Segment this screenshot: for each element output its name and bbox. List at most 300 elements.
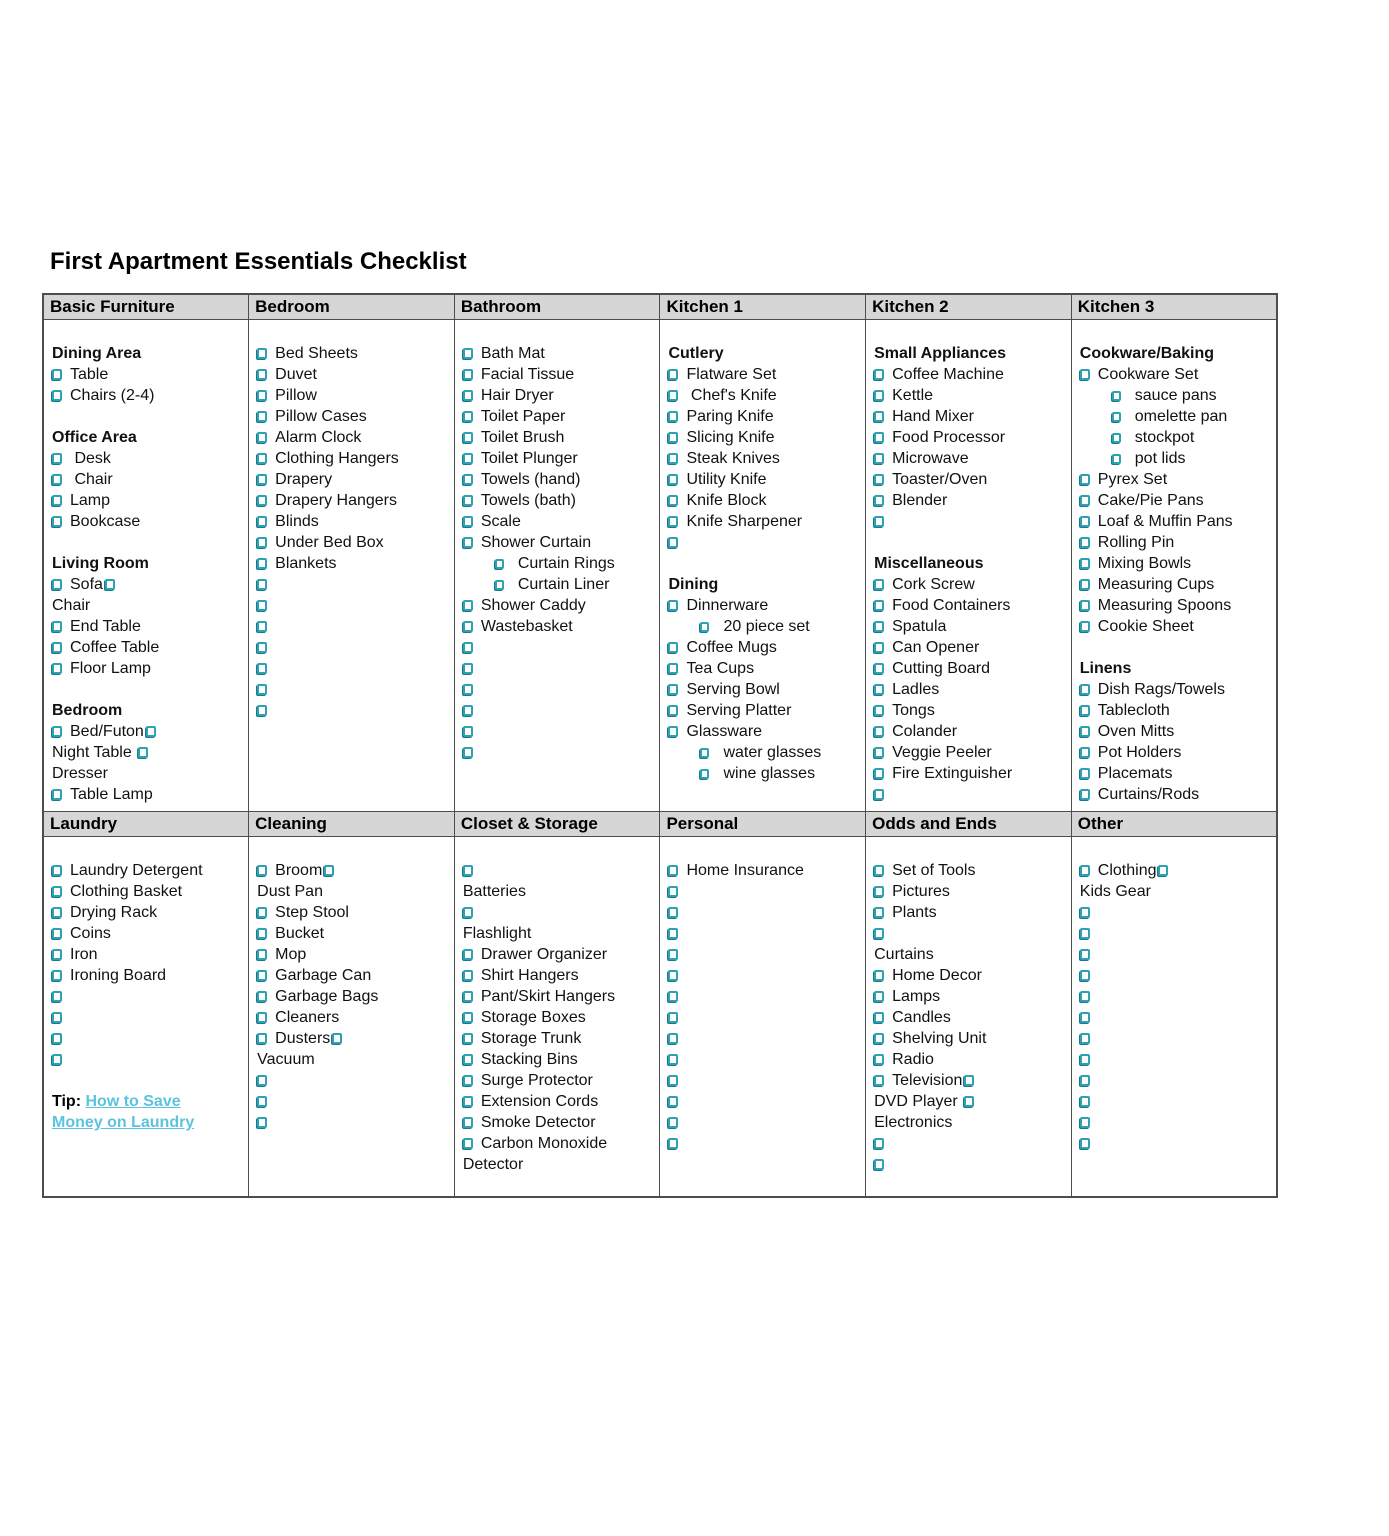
checkbox[interactable] xyxy=(52,369,62,380)
checklist-item xyxy=(1080,679,1272,700)
item-label: Carbon Monoxide xyxy=(480,1135,608,1152)
checklist-item xyxy=(463,511,656,532)
item-label: Knife Sharpener xyxy=(686,513,803,530)
checklist-item-empty xyxy=(52,1007,244,1028)
checkbox[interactable] xyxy=(1080,516,1090,527)
item-label: Drapery xyxy=(275,471,333,488)
item-label: Television xyxy=(892,1072,963,1089)
item-label: Hair Dryer xyxy=(480,387,554,404)
checklist-item xyxy=(1080,574,1272,595)
spacer xyxy=(52,839,244,860)
item-label: Tongs xyxy=(892,702,935,719)
checkbox[interactable] xyxy=(463,949,473,960)
checklist-item xyxy=(668,427,861,448)
checkbox[interactable] xyxy=(668,369,678,380)
checkbox[interactable] xyxy=(668,1012,678,1023)
group-heading: Bedroom xyxy=(52,702,123,719)
item-label: Ironing Board xyxy=(70,967,167,984)
checkbox[interactable] xyxy=(964,1075,974,1086)
checkbox[interactable] xyxy=(874,453,884,464)
section-cell-odds-and-ends xyxy=(866,837,1072,1197)
checkbox[interactable] xyxy=(668,928,678,939)
checklist-item-empty xyxy=(1080,965,1272,986)
checkbox[interactable] xyxy=(668,726,678,737)
checkbox[interactable] xyxy=(1080,970,1090,981)
checkbox[interactable] xyxy=(700,769,709,779)
item-label: Ladles xyxy=(892,681,940,698)
checkbox[interactable] xyxy=(874,684,884,695)
checkbox[interactable] xyxy=(1080,621,1090,632)
checklist-item xyxy=(1080,742,1272,763)
checkbox[interactable] xyxy=(668,1033,678,1044)
checklist-item-empty xyxy=(668,1091,861,1112)
checkbox[interactable] xyxy=(668,684,678,695)
spacer xyxy=(52,406,244,427)
checkbox[interactable] xyxy=(874,1033,884,1044)
laundry-tip-link[interactable]: How to Save Money on Laundry xyxy=(52,1093,195,1131)
checkbox[interactable] xyxy=(874,474,884,485)
checklist-item xyxy=(874,721,1067,742)
checkbox[interactable] xyxy=(52,1054,62,1065)
checklist-item xyxy=(257,986,450,1007)
checkbox[interactable] xyxy=(874,970,884,981)
checkbox[interactable] xyxy=(52,726,62,737)
checkbox[interactable] xyxy=(257,684,267,695)
checkbox[interactable] xyxy=(257,1012,267,1023)
item-label: Sofa xyxy=(70,576,103,593)
checkbox[interactable] xyxy=(874,1054,884,1065)
checkbox[interactable] xyxy=(1080,726,1090,737)
checkbox[interactable] xyxy=(463,663,473,674)
checklist-item-empty xyxy=(874,1154,1067,1175)
checklist-item xyxy=(874,574,1067,595)
checkbox[interactable] xyxy=(1080,600,1090,611)
checkbox[interactable] xyxy=(257,907,267,918)
item-label: Bucket xyxy=(275,925,325,942)
item-label: Coins xyxy=(70,925,111,942)
checkbox[interactable] xyxy=(1080,949,1090,960)
checkbox[interactable] xyxy=(668,600,678,611)
checklist-item xyxy=(257,944,450,965)
item-label: Facial Tissue xyxy=(480,366,575,383)
checkbox[interactable] xyxy=(874,747,884,758)
checkbox[interactable] xyxy=(52,949,62,960)
checkbox[interactable] xyxy=(463,642,473,653)
checklist-item-continuation xyxy=(52,595,244,616)
checkbox[interactable] xyxy=(463,865,473,876)
checkbox[interactable] xyxy=(1080,1117,1090,1128)
checkbox[interactable] xyxy=(463,390,473,401)
checklist-item-empty xyxy=(52,986,244,1007)
checkbox[interactable] xyxy=(463,970,473,981)
checkbox[interactable] xyxy=(1080,684,1090,695)
checklist-item-empty xyxy=(463,860,656,881)
checkbox[interactable] xyxy=(463,705,473,716)
checkbox[interactable] xyxy=(1080,1096,1090,1107)
checkbox[interactable] xyxy=(668,390,678,401)
checkbox[interactable] xyxy=(1080,579,1090,590)
checkbox[interactable] xyxy=(257,558,267,569)
column-header-kitchen-2: Kitchen 2 xyxy=(866,294,1072,320)
checkbox[interactable] xyxy=(257,621,267,632)
checklist-item-empty xyxy=(463,637,656,658)
checkbox[interactable] xyxy=(668,865,678,876)
checkbox[interactable] xyxy=(1080,1012,1090,1023)
checklist-table xyxy=(42,293,1278,1198)
group-heading: Dining xyxy=(668,576,719,593)
checkbox[interactable] xyxy=(874,642,884,653)
checkbox[interactable] xyxy=(874,411,884,422)
item-label: End Table xyxy=(70,618,141,635)
checkbox[interactable] xyxy=(874,865,884,876)
section-cell-personal xyxy=(660,837,866,1197)
checkbox[interactable] xyxy=(52,621,62,632)
checkbox[interactable] xyxy=(1080,991,1090,1002)
checkbox[interactable] xyxy=(1080,558,1090,569)
checkbox[interactable] xyxy=(257,642,267,653)
checklist-item-empty xyxy=(668,532,861,553)
checkbox[interactable] xyxy=(1080,789,1090,800)
checkbox[interactable] xyxy=(874,369,884,380)
checkbox[interactable] xyxy=(874,768,884,779)
checkbox[interactable] xyxy=(668,949,678,960)
checkbox[interactable] xyxy=(257,970,267,981)
checkbox[interactable] xyxy=(668,663,678,674)
checkbox[interactable] xyxy=(1112,433,1121,443)
item-label: Home Decor xyxy=(892,967,982,984)
item-label: Drying Rack xyxy=(70,904,158,921)
checklist-item-empty xyxy=(257,574,450,595)
checkbox[interactable] xyxy=(463,495,473,506)
checkbox[interactable] xyxy=(52,970,62,981)
checkbox[interactable] xyxy=(463,726,473,737)
spacer xyxy=(257,839,450,860)
checkbox[interactable] xyxy=(1112,454,1121,464)
checkbox[interactable] xyxy=(463,348,473,359)
checkbox[interactable] xyxy=(1080,1033,1090,1044)
checkbox[interactable] xyxy=(700,748,709,758)
checkbox[interactable] xyxy=(874,1159,884,1170)
checklist-item-empty xyxy=(668,1070,861,1091)
checkbox[interactable] xyxy=(1080,747,1090,758)
checkbox[interactable] xyxy=(668,495,678,506)
item-label: Coffee Machine xyxy=(892,366,1004,383)
checkbox[interactable] xyxy=(463,474,473,485)
item-label-continuation: Detector xyxy=(462,1156,524,1173)
item-label: Candles xyxy=(892,1009,951,1026)
spacer xyxy=(874,322,1067,343)
checkbox[interactable] xyxy=(1080,907,1090,918)
checklist-item xyxy=(52,721,244,742)
checkbox[interactable] xyxy=(1080,369,1090,380)
item-label: Clothing Hangers xyxy=(275,450,399,467)
checkbox[interactable] xyxy=(138,747,148,758)
checkbox[interactable] xyxy=(463,747,473,758)
checkbox[interactable] xyxy=(52,474,62,485)
checklist-item xyxy=(52,923,244,944)
checklist-item xyxy=(463,595,656,616)
checklist-item xyxy=(1080,490,1272,511)
item-label: Colander xyxy=(892,723,958,740)
spacer xyxy=(1080,637,1272,658)
checkbox[interactable] xyxy=(463,453,473,464)
checkbox[interactable] xyxy=(463,1054,473,1065)
checkbox[interactable] xyxy=(463,432,473,443)
checkbox[interactable] xyxy=(1080,537,1090,548)
checkbox[interactable] xyxy=(105,579,115,590)
section-cell-bedroom xyxy=(249,320,455,812)
item-label: Pant/Skirt Hangers xyxy=(480,988,616,1005)
checkbox[interactable] xyxy=(874,579,884,590)
checklist-item xyxy=(52,881,244,902)
checkbox[interactable] xyxy=(463,1138,473,1149)
checkbox[interactable] xyxy=(874,390,884,401)
spacer xyxy=(874,532,1067,553)
checkbox[interactable] xyxy=(874,928,884,939)
checkbox[interactable] xyxy=(463,516,473,527)
checkbox[interactable] xyxy=(463,907,473,918)
checkbox[interactable] xyxy=(257,1075,267,1086)
checkbox[interactable] xyxy=(324,865,334,876)
item-label: Glassware xyxy=(686,723,763,740)
checkbox[interactable] xyxy=(52,789,62,800)
item-label: Step Stool xyxy=(275,904,349,921)
item-label: Smoke Detector xyxy=(480,1114,596,1131)
item-label: Coffee Mugs xyxy=(686,639,777,656)
checkbox[interactable] xyxy=(52,663,62,674)
checklist-item xyxy=(463,944,656,965)
checkbox[interactable] xyxy=(874,726,884,737)
checkbox[interactable] xyxy=(668,1096,678,1107)
checkbox[interactable] xyxy=(257,537,267,548)
checkbox[interactable] xyxy=(874,1075,884,1086)
checkbox[interactable] xyxy=(257,474,267,485)
checklist-item xyxy=(874,469,1067,490)
checkbox[interactable] xyxy=(52,865,62,876)
item-label: Bed/Futon xyxy=(70,723,144,740)
checkbox[interactable] xyxy=(52,495,62,506)
checkbox[interactable] xyxy=(668,907,678,918)
checkbox[interactable] xyxy=(668,886,678,897)
checkbox[interactable] xyxy=(257,390,267,401)
checkbox[interactable] xyxy=(463,369,473,380)
content-row xyxy=(43,320,1277,812)
checklist-item-empty xyxy=(1080,902,1272,923)
checkbox[interactable] xyxy=(495,580,504,590)
checklist-item xyxy=(463,1028,656,1049)
checkbox[interactable] xyxy=(1080,1138,1090,1149)
checklist-item xyxy=(874,427,1067,448)
item-label: 20 piece set xyxy=(723,618,810,635)
checkbox[interactable] xyxy=(1112,391,1121,401)
checkbox[interactable] xyxy=(463,1117,473,1128)
item-label: Cleaners xyxy=(275,1009,340,1026)
checkbox[interactable] xyxy=(257,516,267,527)
item-label: Toaster/Oven xyxy=(892,471,988,488)
checkbox[interactable] xyxy=(874,907,884,918)
checkbox[interactable] xyxy=(463,991,473,1002)
checkbox[interactable] xyxy=(668,991,678,1002)
checkbox[interactable] xyxy=(52,390,62,401)
spacer xyxy=(668,839,861,860)
checkbox[interactable] xyxy=(668,1117,678,1128)
checkbox[interactable] xyxy=(257,453,267,464)
checkbox[interactable] xyxy=(668,1138,678,1149)
checklist-item xyxy=(1080,700,1272,721)
checkbox[interactable] xyxy=(874,1012,884,1023)
checkbox[interactable] xyxy=(1112,412,1121,422)
checkbox[interactable] xyxy=(668,516,678,527)
checkbox[interactable] xyxy=(874,516,884,527)
checklist-item xyxy=(257,923,450,944)
checkbox[interactable] xyxy=(146,726,156,737)
checklist-item-empty xyxy=(668,923,861,944)
checkbox[interactable] xyxy=(52,642,62,653)
checkbox[interactable] xyxy=(1080,495,1090,506)
checkbox[interactable] xyxy=(52,579,62,590)
column-header-kitchen-1: Kitchen 1 xyxy=(660,294,866,320)
checkbox[interactable] xyxy=(874,495,884,506)
checkbox[interactable] xyxy=(874,705,884,716)
checkbox[interactable] xyxy=(463,1033,473,1044)
checkbox[interactable] xyxy=(495,559,504,569)
checkbox[interactable] xyxy=(52,928,62,939)
checkbox[interactable] xyxy=(257,928,267,939)
checklist-item-empty xyxy=(874,511,1067,532)
checkbox[interactable] xyxy=(257,369,267,380)
checklist-item-empty xyxy=(463,658,656,679)
checklist-item-empty xyxy=(668,1028,861,1049)
checklist-item xyxy=(257,343,450,364)
checkbox[interactable] xyxy=(1080,768,1090,779)
checkbox[interactable] xyxy=(257,949,267,960)
checklist-item xyxy=(1080,595,1272,616)
checkbox[interactable] xyxy=(257,1033,267,1044)
checkbox[interactable] xyxy=(463,621,473,632)
checkbox[interactable] xyxy=(257,432,267,443)
checklist-item xyxy=(463,343,656,364)
checkbox[interactable] xyxy=(668,970,678,981)
checkbox[interactable] xyxy=(668,474,678,485)
checkbox[interactable] xyxy=(257,579,267,590)
checklist-item xyxy=(463,490,656,511)
item-label: wine glasses xyxy=(723,765,816,782)
item-label: pot lids xyxy=(1134,450,1186,467)
checkbox[interactable] xyxy=(700,622,709,632)
checkbox[interactable] xyxy=(52,1033,62,1044)
checkbox[interactable] xyxy=(52,907,62,918)
checkbox[interactable] xyxy=(1080,1075,1090,1086)
checklist-item-empty xyxy=(257,1091,450,1112)
checkbox[interactable] xyxy=(874,432,884,443)
item-label-continuation: Curtains xyxy=(874,946,934,963)
item-label: Oven Mitts xyxy=(1097,723,1175,740)
checkbox[interactable] xyxy=(463,1075,473,1086)
checklist-item-empty xyxy=(1080,1007,1272,1028)
checkbox[interactable] xyxy=(52,453,62,464)
checkbox[interactable] xyxy=(668,453,678,464)
checkbox[interactable] xyxy=(668,705,678,716)
checkbox[interactable] xyxy=(257,411,267,422)
checkbox[interactable] xyxy=(257,495,267,506)
section-cell-basic-furniture xyxy=(43,320,249,812)
checkbox[interactable] xyxy=(463,1096,473,1107)
checkbox[interactable] xyxy=(257,1117,267,1128)
item-label: Floor Lamp xyxy=(70,660,151,677)
group-heading: Linens xyxy=(1079,660,1132,677)
checkbox[interactable] xyxy=(874,789,884,800)
checkbox[interactable] xyxy=(668,642,678,653)
checkbox[interactable] xyxy=(52,886,62,897)
checkbox[interactable] xyxy=(257,991,267,1002)
item-label: Chef's Knife xyxy=(686,387,777,404)
checkbox[interactable] xyxy=(257,663,267,674)
checklist-item xyxy=(874,658,1067,679)
checkbox[interactable] xyxy=(257,1096,267,1107)
checkbox[interactable] xyxy=(257,600,267,611)
checkbox[interactable] xyxy=(668,537,678,548)
checkbox[interactable] xyxy=(874,621,884,632)
checkbox[interactable] xyxy=(52,991,62,1002)
checkbox[interactable] xyxy=(874,663,884,674)
checklist-item-empty xyxy=(257,637,450,658)
checkbox[interactable] xyxy=(874,991,884,1002)
item-label: Curtain Liner xyxy=(517,576,610,593)
checkbox[interactable] xyxy=(668,411,678,422)
checkbox[interactable] xyxy=(463,537,473,548)
checklist-subitem xyxy=(463,553,656,574)
spacer xyxy=(52,1070,244,1091)
checkbox[interactable] xyxy=(874,886,884,897)
checklist-item-continuation xyxy=(874,1091,1067,1112)
item-label: Food Processor xyxy=(892,429,1006,446)
checkbox[interactable] xyxy=(463,600,473,611)
item-label: Cookie Sheet xyxy=(1097,618,1194,635)
item-label: Iron xyxy=(70,946,98,963)
checkbox[interactable] xyxy=(1080,705,1090,716)
checkbox[interactable] xyxy=(463,684,473,695)
item-label: Cork Screw xyxy=(892,576,975,593)
checklist-item-empty xyxy=(257,1112,450,1133)
checkbox[interactable] xyxy=(257,705,267,716)
checklist-item-empty xyxy=(668,965,861,986)
checkbox[interactable] xyxy=(1080,474,1090,485)
checkbox[interactable] xyxy=(964,1096,974,1107)
checklist-item-empty xyxy=(463,742,656,763)
checkbox[interactable] xyxy=(463,411,473,422)
checkbox[interactable] xyxy=(463,1012,473,1023)
checkbox[interactable] xyxy=(1158,865,1168,876)
checklist-item xyxy=(874,1007,1067,1028)
checkbox[interactable] xyxy=(1080,865,1090,876)
checkbox[interactable] xyxy=(874,600,884,611)
checkbox[interactable] xyxy=(874,1138,884,1149)
checkbox[interactable] xyxy=(52,516,62,527)
checkbox[interactable] xyxy=(332,1033,342,1044)
checklist-item xyxy=(874,742,1067,763)
checkbox[interactable] xyxy=(257,348,267,359)
checkbox[interactable] xyxy=(1080,1054,1090,1065)
checkbox[interactable] xyxy=(1080,928,1090,939)
column-header-bathroom: Bathroom xyxy=(454,294,660,320)
checkbox[interactable] xyxy=(52,1012,62,1023)
checkbox[interactable] xyxy=(668,1054,678,1065)
checkbox[interactable] xyxy=(668,1075,678,1086)
checkbox[interactable] xyxy=(257,865,267,876)
item-label: Alarm Clock xyxy=(275,429,362,446)
checkbox[interactable] xyxy=(668,432,678,443)
checklist-item xyxy=(52,944,244,965)
